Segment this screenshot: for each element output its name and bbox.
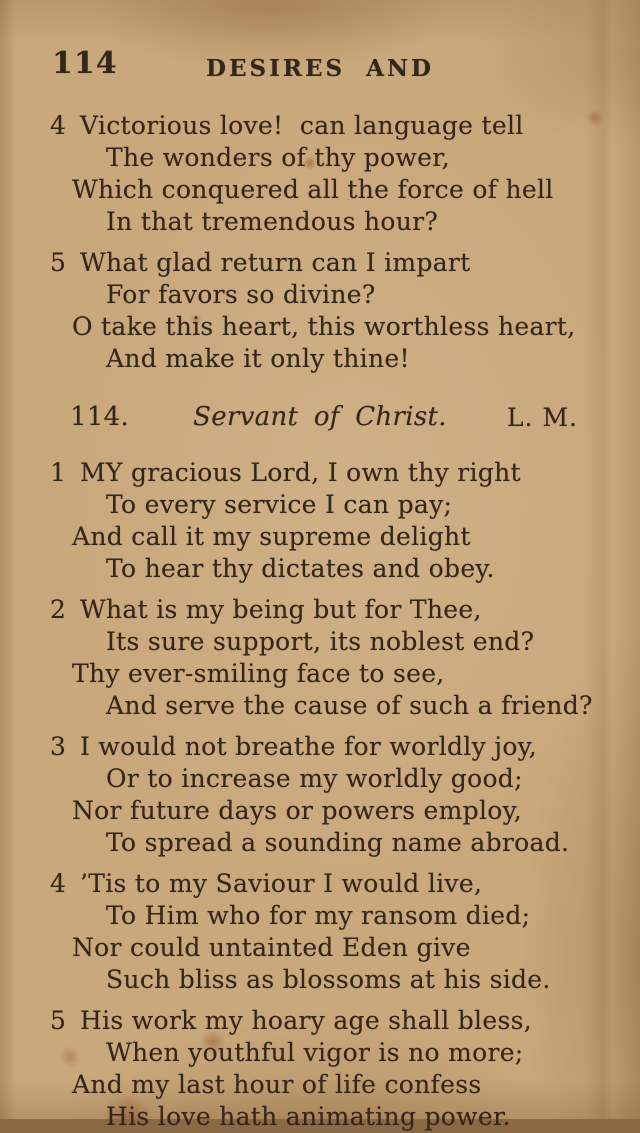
verse-line: What glad return can I impart (80, 248, 471, 277)
running-header-title: DESIRES AND (206, 55, 434, 82)
hymn-number: 114. (70, 402, 130, 432)
verse-line: The wonders of thy power, (106, 143, 450, 172)
verse-line: Victorious love! can language tell (80, 111, 524, 140)
verse-line: I would not breathe for worldly joy, (80, 732, 538, 761)
verse (0, 1005, 640, 1133)
verse-number: 4 (50, 869, 67, 898)
hymn-heading (0, 401, 640, 441)
verse-line: O take this heart, this worthless heart, (72, 312, 576, 341)
verse (0, 457, 640, 585)
verse-lines (72, 457, 640, 585)
verse-lines (72, 1005, 640, 1133)
verse-line: To Him who for my ransom died; (106, 901, 531, 930)
verse-number: 3 (50, 732, 67, 761)
page-number: 114 (52, 46, 118, 81)
verse-line: ’Tis to my Saviour I would live, (80, 869, 483, 898)
verse (0, 110, 640, 238)
verse-line: And make it only thine! (106, 344, 410, 373)
verse-line: And serve the cause of such a friend? (106, 691, 593, 720)
verse-line: To hear thy dictates and obey. (106, 554, 495, 583)
verse-line: Nor future days or powers employ, (72, 796, 522, 825)
verse-number: 2 (50, 595, 67, 624)
verse-number: 4 (50, 111, 67, 140)
verse-number: 1 (50, 458, 67, 487)
verse-line: What is my being but for Thee, (80, 595, 482, 624)
hymn-title: Servant of Christ. (193, 402, 447, 432)
verse-line: His love hath animating power. (106, 1102, 511, 1131)
verse-lines (72, 731, 640, 859)
verse (0, 594, 640, 722)
verse-line: And my last hour of life confess (72, 1070, 482, 1099)
verse-line: Or to increase my worldly good; (106, 764, 523, 793)
verse-line: In that tremendous hour? (106, 207, 439, 236)
verse-line: MY gracious Lord, I own thy right (80, 458, 521, 487)
verse (0, 247, 640, 375)
running-header (0, 48, 640, 88)
verse (0, 868, 640, 996)
verse (0, 731, 640, 859)
verse-lines (72, 594, 640, 722)
verse-line: When youthful vigor is no more; (106, 1038, 524, 1067)
verse-line: To spread a sounding name abroad. (106, 828, 570, 857)
verse-line: Such bliss as blossoms at his side. (106, 965, 551, 994)
verse-line: Thy ever-smiling face to see, (72, 659, 445, 688)
verse-line: And call it my supreme delight (72, 522, 471, 551)
hymn-meter: L. M. (506, 403, 578, 432)
verse-number: 5 (50, 1006, 67, 1035)
verse-line: Which conquered all the force of hell (72, 175, 554, 204)
verse-line: To every service I can pay; (106, 490, 453, 519)
verse-line: Nor could untainted Eden give (72, 933, 471, 962)
verse-line: Its sure support, its noblest end? (106, 627, 535, 656)
verse-line: For favors so divine? (106, 280, 376, 309)
verse-number: 5 (50, 248, 67, 277)
verse-lines (72, 247, 640, 375)
verse-lines (72, 868, 640, 996)
verse-lines (72, 110, 640, 238)
verse-line: His work my hoary age shall bless, (80, 1006, 532, 1035)
